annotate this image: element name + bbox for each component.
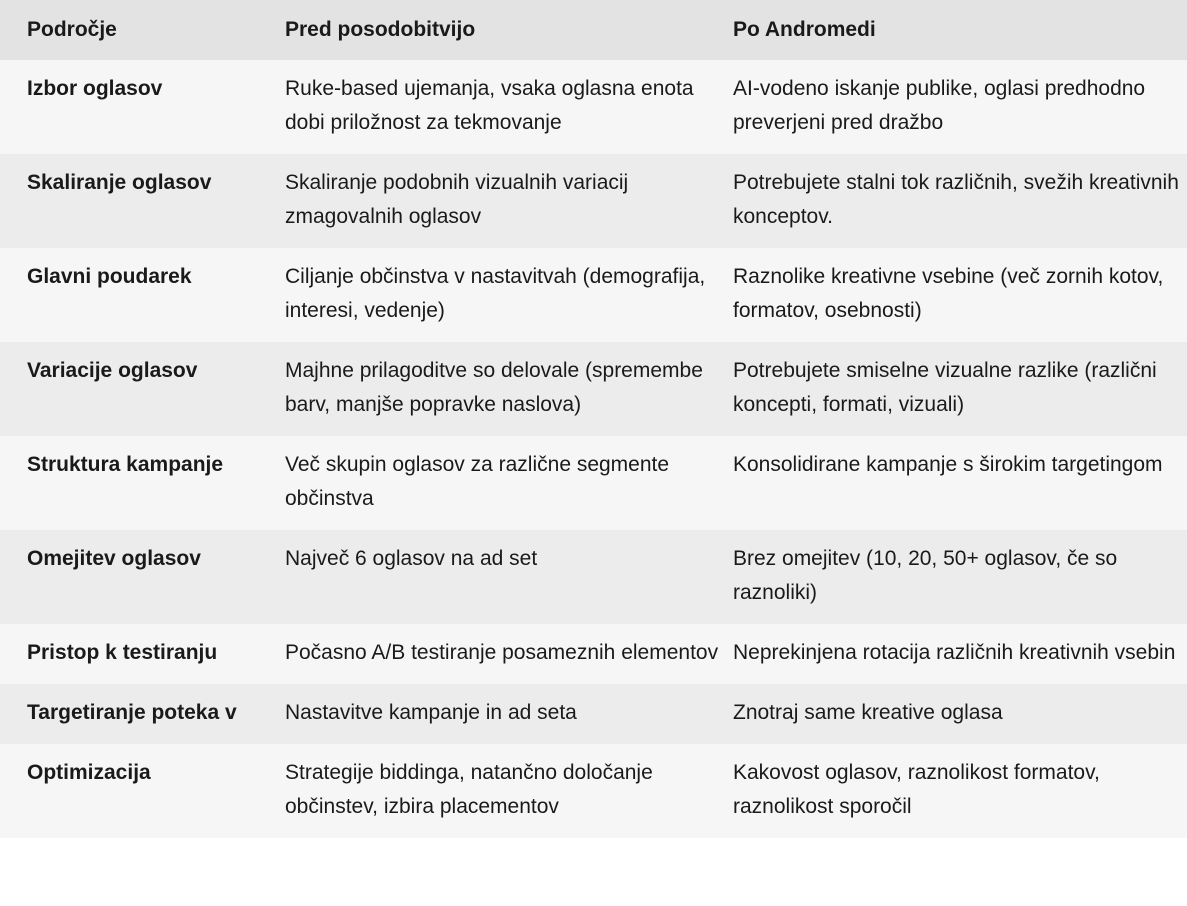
header-area: Področje	[0, 0, 285, 60]
row-after: Kakovost oglasov, raznolikost formatov, raznolikost sporočil	[733, 744, 1187, 838]
table-row	[0, 684, 1187, 744]
row-after: Potrebujete smiselne vizualne razlike (različni koncepti, formati, vizuali)	[733, 342, 1187, 436]
row-area: Optimizacija	[0, 744, 285, 838]
row-before: Ruke-based ujemanja, vsaka oglasna enota dobi priložnost za tekmovanje	[285, 60, 733, 154]
header-before: Pred posodobitvijo	[285, 0, 733, 60]
row-before: Počasno A/B testiranje posameznih elementov	[285, 624, 733, 684]
row-before: Majhne prilagoditve so delovale (spremembe barv, manjše popravke naslova)	[285, 342, 733, 436]
table-row	[0, 154, 1187, 248]
table-row	[0, 624, 1187, 684]
row-before: Ciljanje občinstva v nastavitvah (demografija, interesi, vedenje)	[285, 248, 733, 342]
row-area: Pristop k testiranju	[0, 624, 285, 684]
row-after: Konsolidirane kampanje s širokim targetingom	[733, 436, 1187, 530]
row-after: Potrebujete stalni tok različnih, svežih kreativnih konceptov.	[733, 154, 1187, 248]
row-area: Omejitev oglasov	[0, 530, 285, 624]
row-area: Targetiranje poteka v	[0, 684, 285, 744]
row-after: Neprekinjena rotacija različnih kreativnih vsebin	[733, 624, 1187, 684]
row-after: AI-vodeno iskanje publike, oglasi predhodno preverjeni pred dražbo	[733, 60, 1187, 154]
row-area: Izbor oglasov	[0, 60, 285, 154]
row-before: Več skupin oglasov za različne segmente občinstva	[285, 436, 733, 530]
row-before: Največ 6 oglasov na ad set	[285, 530, 733, 624]
header-after: Po Andromedi	[733, 0, 1187, 60]
table-header-row	[0, 0, 1187, 60]
row-area: Skaliranje oglasov	[0, 154, 285, 248]
table-row	[0, 60, 1187, 154]
row-before: Nastavitve kampanje in ad seta	[285, 684, 733, 744]
table-row	[0, 744, 1187, 838]
table-row	[0, 342, 1187, 436]
row-area: Struktura kampanje	[0, 436, 285, 530]
row-after: Brez omejitev (10, 20, 50+ oglasov, če so raznoliki)	[733, 530, 1187, 624]
row-before: Skaliranje podobnih vizualnih variacij zmagovalnih oglasov	[285, 154, 733, 248]
row-area: Variacije oglasov	[0, 342, 285, 436]
table-row	[0, 436, 1187, 530]
row-after: Raznolike kreativne vsebine (več zornih kotov, formatov, osebnosti)	[733, 248, 1187, 342]
table-row	[0, 248, 1187, 342]
row-area: Glavni poudarek	[0, 248, 285, 342]
table-row	[0, 530, 1187, 624]
row-before: Strategije biddinga, natančno določanje občinstev, izbira placementov	[285, 744, 733, 838]
row-after: Znotraj same kreative oglasa	[733, 684, 1187, 744]
